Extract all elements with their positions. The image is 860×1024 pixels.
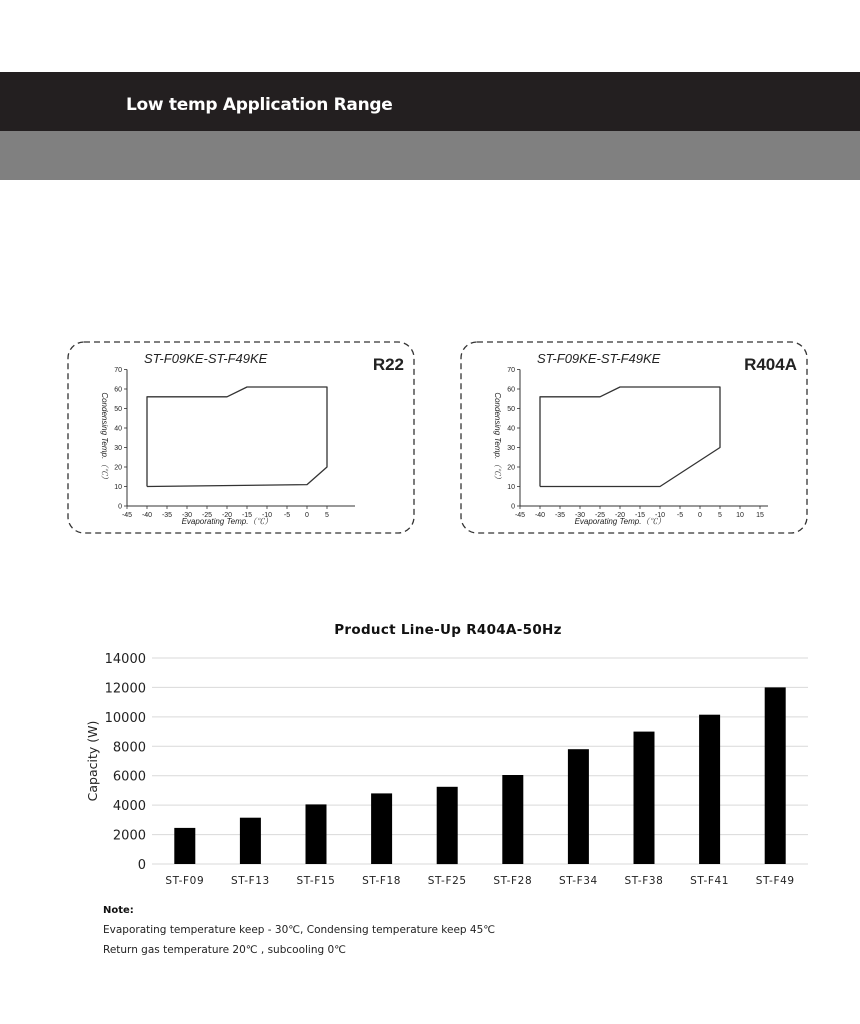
- y-tick-label: 0: [118, 503, 122, 511]
- r22-envelope-chart: [66, 340, 416, 535]
- bar-st-f25: [437, 787, 458, 864]
- page-title: Low temp Application Range: [126, 95, 393, 115]
- y-tick-label: 70: [114, 367, 122, 374]
- x-tick-label: -35: [554, 512, 566, 519]
- x-tick-label: ST-F15: [296, 875, 336, 887]
- bar-st-f41: [699, 715, 720, 864]
- refrigerant-label: R22: [372, 355, 404, 374]
- y-tick-label: 30: [114, 445, 122, 452]
- x-tick-label: ST-F18: [362, 875, 402, 887]
- x-tick-label: -25: [594, 512, 606, 519]
- bar-st-f49: [765, 687, 786, 864]
- x-tick-label: -45: [514, 512, 526, 519]
- chart-title: Product Line-Up R404A-50Hz: [334, 622, 562, 638]
- x-tick-label: -45: [121, 512, 133, 519]
- x-tick-label: -5: [283, 512, 291, 519]
- operating-envelope-line: [147, 387, 327, 487]
- x-tick-label: -40: [141, 512, 153, 519]
- y-tick-label: 20: [114, 464, 122, 472]
- y-tick-label: 40: [507, 425, 515, 433]
- x-tick-label: 15: [756, 512, 764, 519]
- y-tick-label: 50: [507, 406, 515, 413]
- y-tick-label: 0: [511, 503, 515, 511]
- x-tick-label: -10: [654, 512, 666, 519]
- bar-st-f34: [568, 749, 589, 864]
- x-tick-label: ST-F13: [230, 875, 270, 887]
- y-tick-label: 60: [507, 386, 515, 394]
- x-tick-label: -40: [534, 512, 546, 519]
- x-tick-label: 5: [718, 512, 722, 519]
- x-tick-label: ST-F09: [165, 875, 205, 887]
- bar-st-f15: [306, 804, 327, 864]
- y-tick-label: 50: [114, 406, 122, 413]
- r404a-application-range-panel: [459, 340, 809, 535]
- model-range-title: ST-F09KE-ST-F49KE: [537, 351, 661, 366]
- bar-st-f13: [240, 818, 261, 864]
- y-tick-label: 10: [114, 484, 122, 491]
- y-tick-label: 4000: [112, 799, 146, 815]
- y-axis-title: Condensing Temp.（℃）: [493, 392, 502, 484]
- x-tick-label: -10: [261, 512, 273, 519]
- note-line: Evaporating temperature keep - 30℃, Condensing temperature keep 45℃: [103, 924, 496, 936]
- x-tick-label: 0: [698, 512, 702, 519]
- x-tick-label: 10: [736, 512, 744, 519]
- bar-st-f18: [371, 793, 392, 864]
- x-tick-label: -20: [221, 512, 233, 519]
- y-tick-label: 12000: [104, 681, 146, 697]
- x-tick-label: -30: [181, 512, 193, 519]
- y-tick-label: 6000: [112, 769, 146, 785]
- bar-st-f38: [634, 732, 655, 864]
- y-tick-label: 10: [507, 484, 515, 491]
- x-tick-label: -25: [201, 512, 213, 519]
- refrigerant-label: R404A: [744, 355, 797, 374]
- operating-envelope-line: [540, 387, 720, 487]
- x-tick-label: ST-F41: [690, 875, 730, 887]
- x-tick-label: ST-F38: [624, 875, 664, 887]
- x-axis-title: Evaporating Temp.（℃）: [574, 517, 666, 526]
- x-axis-title: Evaporating Temp.（℃）: [181, 517, 273, 526]
- x-tick-label: ST-F25: [427, 875, 467, 887]
- y-tick-label: 0: [137, 858, 146, 873]
- y-tick-label: 8000: [112, 740, 146, 756]
- r22-application-range-panel: [66, 340, 416, 535]
- model-range-title: ST-F09KE-ST-F49KE: [144, 351, 268, 366]
- note-line: Return gas temperature 20℃ , subcooling 0℃: [103, 944, 346, 956]
- x-tick-label: -5: [676, 512, 684, 519]
- y-tick-label: 20: [507, 464, 515, 472]
- y-tick-label: 2000: [112, 828, 146, 844]
- x-tick-label: -35: [161, 512, 173, 519]
- bar-st-f28: [502, 775, 523, 864]
- y-tick-label: 60: [114, 386, 122, 394]
- x-tick-label: ST-F49: [755, 875, 795, 887]
- x-tick-label: 0: [305, 512, 309, 519]
- x-tick-label: ST-F28: [493, 875, 533, 887]
- x-tick-label: ST-F34: [558, 875, 598, 887]
- header-band: [0, 131, 860, 180]
- y-tick-label: 10000: [104, 710, 146, 726]
- y-tick-label: 70: [507, 367, 515, 374]
- y-tick-label: 30: [507, 445, 515, 452]
- product-lineup-bar-chart: [0, 610, 860, 900]
- r404a-envelope-chart: [459, 340, 809, 535]
- note-title: Note:: [103, 905, 134, 916]
- y-axis-title: Capacity (W): [85, 720, 100, 802]
- y-axis-title: Condensing Temp.（℃）: [100, 392, 109, 484]
- x-tick-label: -30: [574, 512, 586, 519]
- x-tick-label: -15: [634, 512, 646, 519]
- bar-st-f09: [174, 828, 195, 864]
- y-tick-label: 14000: [104, 652, 146, 667]
- x-tick-label: -20: [614, 512, 626, 519]
- note-block: [103, 905, 495, 956]
- x-tick-label: 5: [325, 512, 329, 519]
- x-tick-label: -15: [241, 512, 253, 519]
- y-tick-label: 40: [114, 425, 122, 433]
